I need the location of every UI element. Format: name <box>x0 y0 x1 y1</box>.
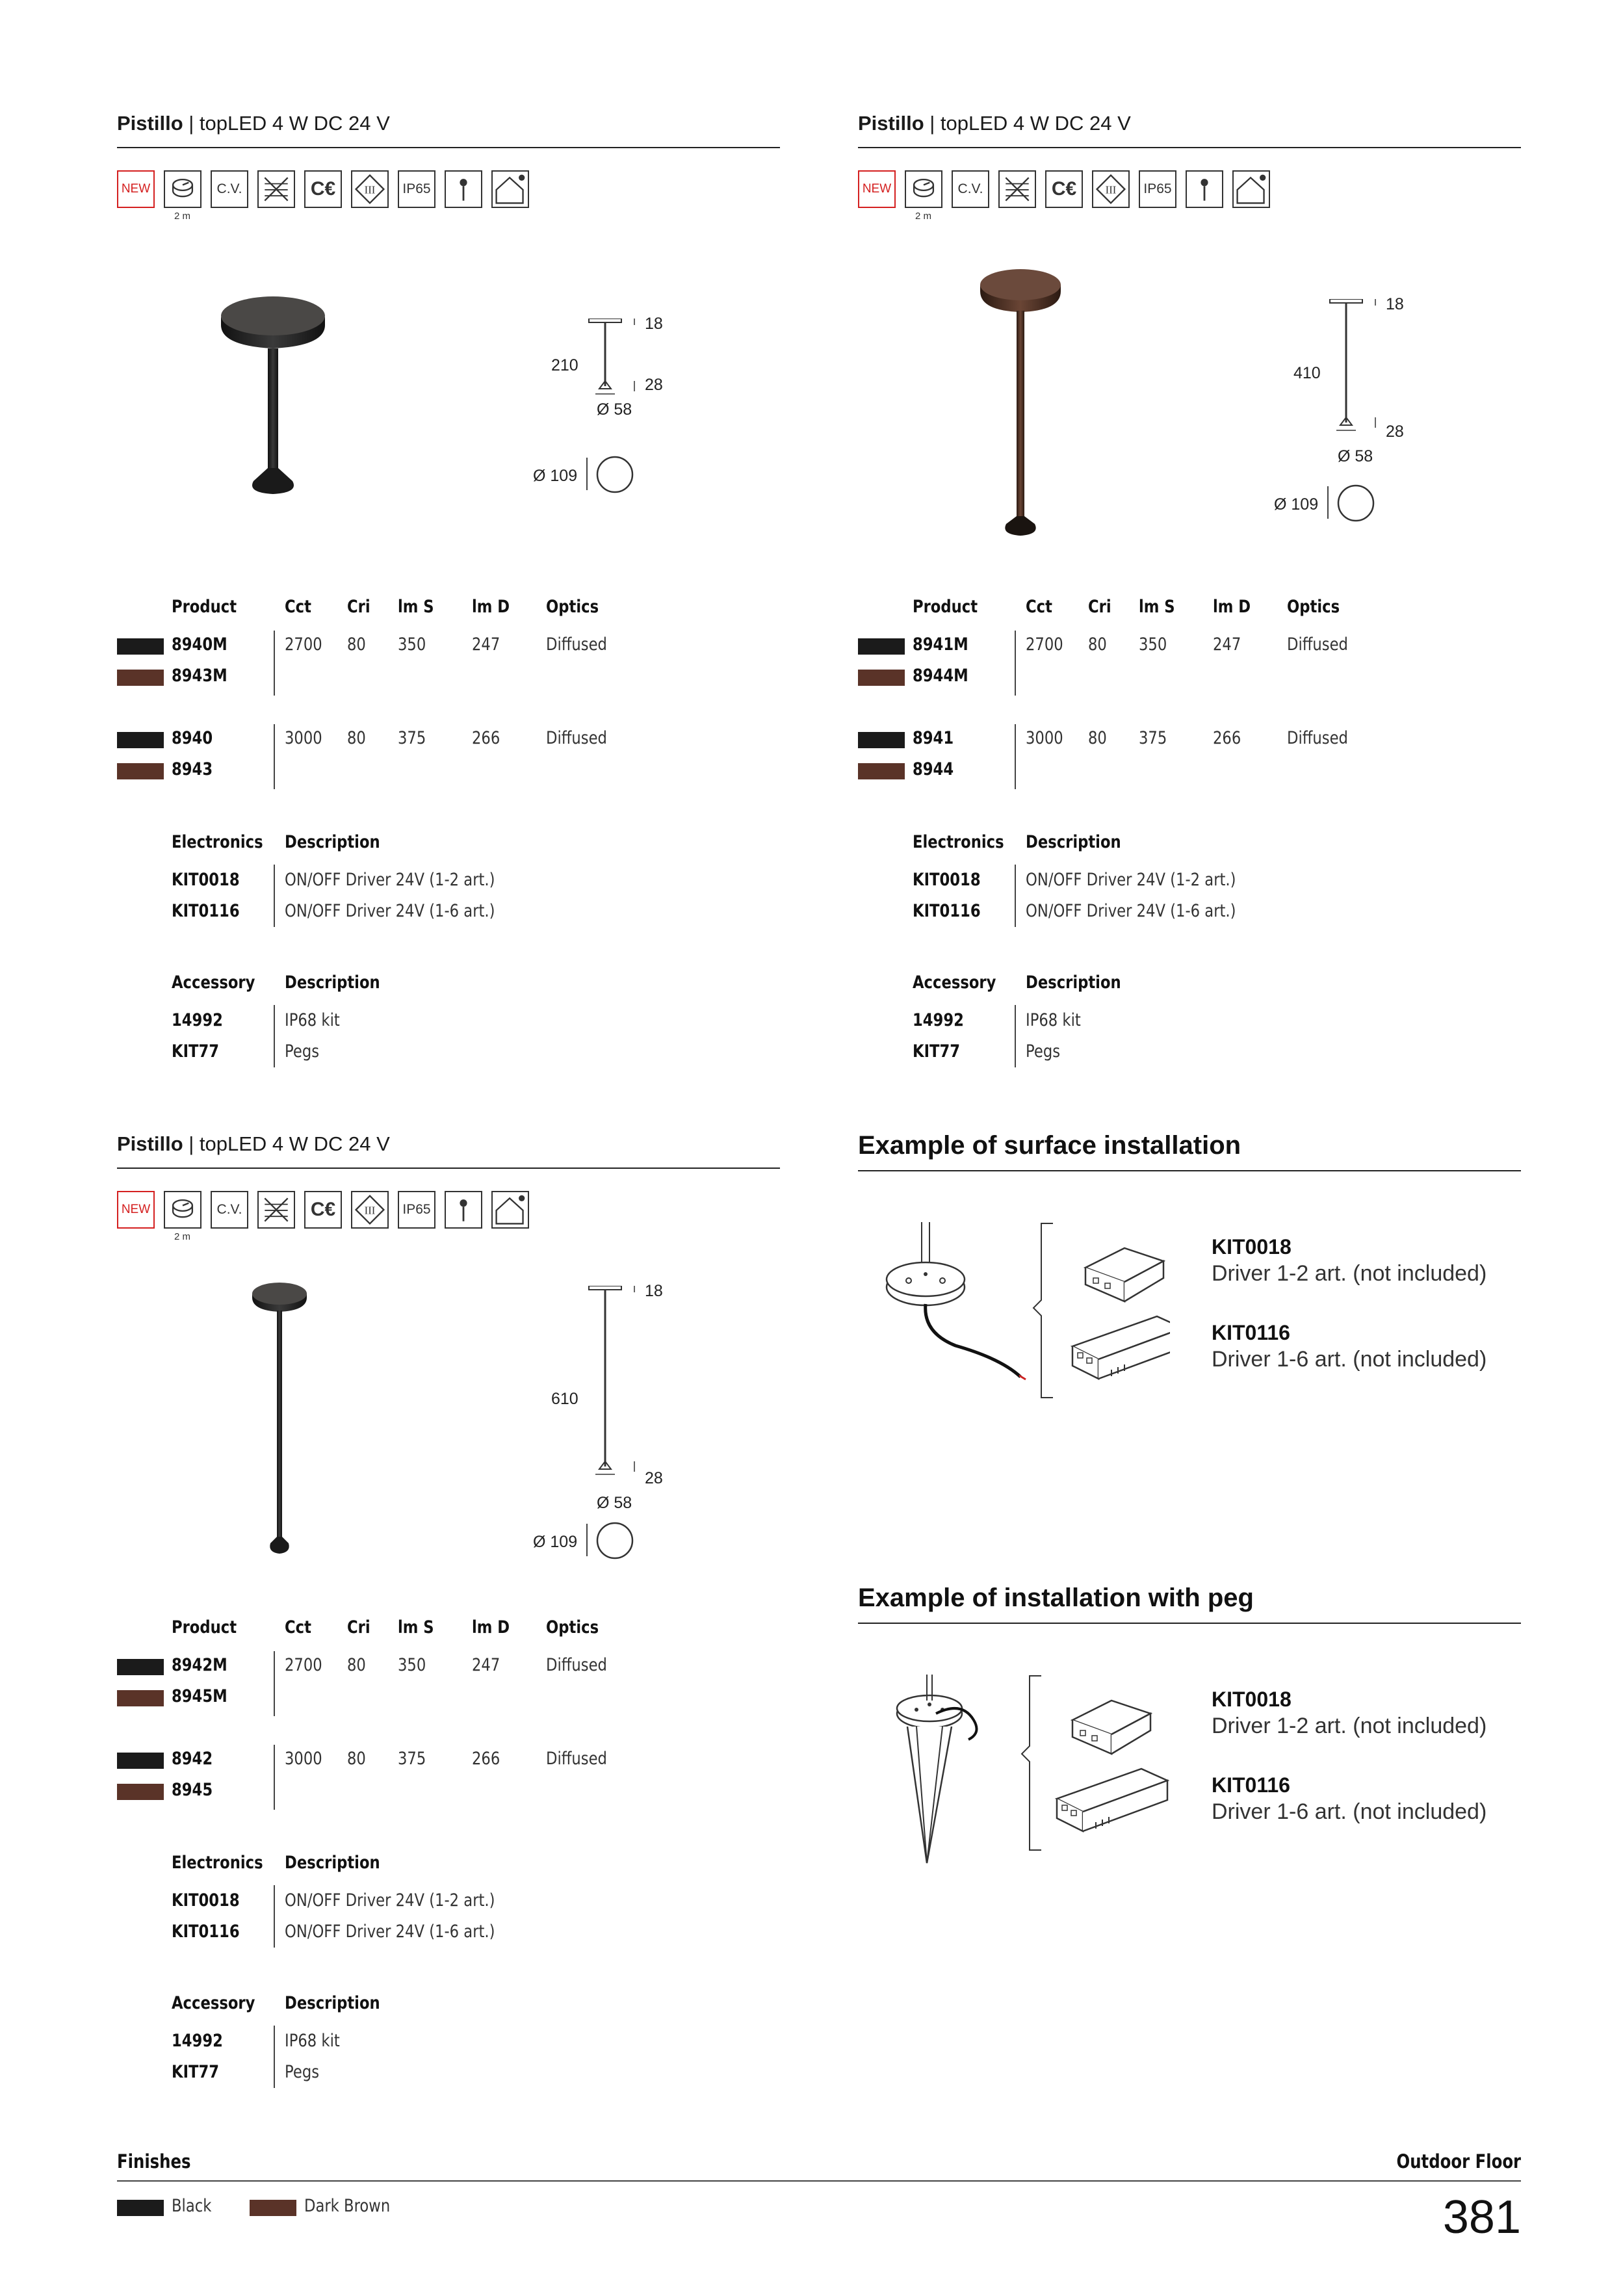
lms-value: 350 <box>1139 634 1167 655</box>
section-title: Pistillo | topLED 4 W DC 24 V <box>117 1132 390 1155</box>
product-code: 8944 <box>913 759 954 779</box>
kit-code: KIT0116 <box>1212 1773 1290 1797</box>
section-title: Pistillo | topLED 4 W DC 24 V <box>117 112 390 135</box>
plate-circle <box>595 455 634 494</box>
accessory-desc: IP68 kit <box>1026 1010 1081 1030</box>
swatch-brown <box>117 670 164 686</box>
example-peg-installation <box>858 1584 1521 1922</box>
product-code: 8945M <box>172 1686 227 1706</box>
kit-code: KIT0116 <box>1212 1321 1290 1344</box>
dimension-drawing <box>585 1286 663 1481</box>
constant-voltage-icon: C.V. <box>952 170 989 208</box>
optics-value: Diffused <box>546 728 607 748</box>
cri-value: 80 <box>347 1655 366 1675</box>
lms-value: 375 <box>1139 728 1167 748</box>
row-divider <box>1015 724 1016 789</box>
peg-install-illustration <box>890 1675 1170 1876</box>
dim-plate-diameter: Ø 109 <box>1274 495 1319 514</box>
header-cri: Cri <box>1088 597 1111 617</box>
lmd-value: 247 <box>472 634 500 655</box>
row-divider <box>1015 631 1016 696</box>
electronics-desc: ON/OFF Driver 24V (1-6 art.) <box>285 1922 495 1942</box>
kit-desc: Driver 1-6 art. (not included) <box>1212 1347 1487 1372</box>
product-code: 8943M <box>172 666 227 686</box>
header-lms: lm S <box>1139 597 1175 617</box>
lmd-value: 266 <box>1213 728 1241 748</box>
header-description: Description <box>1026 832 1121 852</box>
dim-height: 210 <box>551 356 578 374</box>
electronics-desc: ON/OFF Driver 24V (1-2 art.) <box>285 1890 495 1911</box>
dim-base-diameter: Ø 58 <box>1338 447 1373 465</box>
cable-length: 2 m <box>174 1231 191 1242</box>
header-cri: Cri <box>347 597 370 617</box>
ce-mark-icon: C€ <box>304 170 342 208</box>
header-accessory: Accessory <box>172 1993 255 2013</box>
swatch-black <box>117 1753 164 1769</box>
accessory-desc: Pegs <box>1026 1041 1061 1062</box>
accessory-code: 14992 <box>172 1010 223 1030</box>
no-insulation-icon <box>998 170 1036 208</box>
accessory-code: KIT77 <box>913 1041 961 1062</box>
row-divider <box>1015 865 1016 927</box>
product-code: 8942M <box>172 1655 227 1675</box>
accessory-desc: IP68 kit <box>285 1010 340 1030</box>
finish-name: Black <box>172 2196 212 2216</box>
accessory-code: KIT77 <box>172 2062 220 2082</box>
new-badge: NEW <box>117 170 155 208</box>
cable-length: 2 m <box>915 211 932 222</box>
example-surface-installation <box>858 1131 1521 1495</box>
kit-desc: Driver 1-2 art. (not included) <box>1212 1261 1487 1286</box>
constant-voltage-icon: C.V. <box>211 170 248 208</box>
swatch-black <box>117 732 164 748</box>
example-title: Example of installation with peg <box>858 1584 1254 1612</box>
electronics-desc: ON/OFF Driver 24V (1-2 art.) <box>285 870 495 890</box>
no-insulation-icon <box>257 170 295 208</box>
example-title: Example of surface installation <box>858 1131 1241 1160</box>
bollard-icon <box>445 1191 482 1229</box>
dimension-drawing <box>1326 299 1404 442</box>
svg-text:III: III <box>364 1204 376 1217</box>
finishes-label: Finishes <box>117 2150 191 2172</box>
cri-value: 80 <box>347 1749 366 1769</box>
dim-head: 18 <box>645 1282 663 1300</box>
lms-value: 375 <box>398 728 426 748</box>
cct-value: 2700 <box>285 1655 322 1675</box>
constant-voltage-icon: C.V. <box>211 1191 248 1229</box>
lmd-value: 247 <box>1213 634 1241 655</box>
cable-length: 2 m <box>174 211 191 222</box>
outdoor-house-icon <box>491 1191 529 1229</box>
swatch-brown <box>117 763 164 779</box>
header-optics: Optics <box>1287 597 1340 617</box>
cable-icon <box>164 1191 201 1229</box>
header-lmd: lm D <box>472 597 510 617</box>
dim-plate-diameter: Ø 109 <box>533 467 578 485</box>
product-code: 8941M <box>913 634 968 655</box>
ip-rating-icon: IP65 <box>1139 170 1176 208</box>
lamp-image <box>214 286 331 507</box>
kit-desc: Driver 1-6 art. (not included) <box>1212 1799 1487 1824</box>
electronics-desc: ON/OFF Driver 24V (1-2 art.) <box>1026 870 1236 890</box>
page-number: 381 <box>1442 2191 1521 2243</box>
header-lms: lm S <box>398 1617 434 1637</box>
header-optics: Optics <box>546 1617 599 1637</box>
dim-height: 410 <box>1293 364 1321 382</box>
bollard-icon <box>445 170 482 208</box>
electronics-desc: ON/OFF Driver 24V (1-6 art.) <box>1026 901 1236 921</box>
certification-icons <box>858 170 1313 222</box>
cct-value: 2700 <box>285 634 322 655</box>
class-three-icon <box>1092 170 1130 208</box>
swatch-black <box>117 1659 164 1675</box>
header-description: Description <box>1026 972 1121 993</box>
ce-mark-icon: C€ <box>304 1191 342 1229</box>
row-divider <box>1015 1005 1016 1067</box>
electronics-code: KIT0116 <box>172 1922 240 1942</box>
cri-value: 80 <box>1088 634 1107 655</box>
category-label: Outdoor Floor <box>1396 2150 1521 2172</box>
header-electronics: Electronics <box>913 832 1004 852</box>
lms-value: 350 <box>398 1655 426 1675</box>
dim-base: 28 <box>1386 423 1404 441</box>
optics-value: Diffused <box>546 634 607 655</box>
row-divider <box>274 2026 275 2088</box>
new-badge: NEW <box>858 170 896 208</box>
header-cct: Cct <box>285 597 311 617</box>
lms-value: 350 <box>398 634 426 655</box>
row-divider <box>274 1745 275 1810</box>
row-divider <box>274 1885 275 1948</box>
header-accessory: Accessory <box>172 972 255 993</box>
cct-value: 3000 <box>1026 728 1063 748</box>
dim-head: 18 <box>645 315 663 333</box>
product-code: 8943 <box>172 759 213 779</box>
electronics-code: KIT0116 <box>172 901 240 921</box>
row-divider <box>274 865 275 927</box>
title-rule <box>858 1623 1521 1624</box>
finish-name: Dark Brown <box>304 2196 391 2216</box>
row-divider <box>274 631 275 696</box>
finish-swatch-black <box>117 2200 164 2216</box>
accessory-desc: Pegs <box>285 2062 320 2082</box>
swatch-brown <box>117 1784 164 1800</box>
electronics-code: KIT0018 <box>172 870 240 890</box>
header-optics: Optics <box>546 597 599 617</box>
header-product: Product <box>172 597 237 617</box>
swatch-black <box>858 732 905 748</box>
header-cct: Cct <box>285 1617 311 1637</box>
cable-icon <box>164 170 201 208</box>
ip-rating-icon: IP65 <box>398 170 435 208</box>
header-product: Product <box>172 1617 237 1637</box>
accessory-desc: Pegs <box>285 1041 320 1062</box>
header-accessory: Accessory <box>913 972 996 993</box>
dim-divider <box>586 1524 588 1556</box>
header-description: Description <box>285 1993 380 2013</box>
class-three-icon <box>351 170 389 208</box>
header-description: Description <box>285 832 380 852</box>
plate-circle <box>595 1521 634 1560</box>
title-rule <box>858 1170 1521 1171</box>
section-title: Pistillo | topLED 4 W DC 24 V <box>858 112 1131 135</box>
class-three-icon <box>351 1191 389 1229</box>
outdoor-house-icon <box>491 170 529 208</box>
header-lms: lm S <box>398 597 434 617</box>
dim-divider <box>1327 486 1329 519</box>
dim-base-diameter: Ø 58 <box>597 1494 632 1512</box>
dim-base-diameter: Ø 58 <box>597 400 632 419</box>
swatch-black <box>858 638 905 655</box>
product-section-3 <box>117 1131 780 2100</box>
lmd-value: 266 <box>472 1749 500 1769</box>
lmd-value: 247 <box>472 1655 500 1675</box>
outdoor-house-icon <box>1232 170 1270 208</box>
kit-code: KIT0018 <box>1212 1235 1292 1259</box>
kit-code: KIT0018 <box>1212 1688 1292 1711</box>
certification-icons <box>117 170 572 222</box>
optics-value: Diffused <box>546 1749 607 1769</box>
electronics-code: KIT0018 <box>172 1890 240 1911</box>
row-divider <box>274 1651 275 1716</box>
swatch-black <box>117 638 164 655</box>
cct-value: 3000 <box>285 728 322 748</box>
dim-height: 610 <box>551 1390 578 1408</box>
new-badge: NEW <box>117 1191 155 1229</box>
header-lmd: lm D <box>472 1617 510 1637</box>
electronics-desc: ON/OFF Driver 24V (1-6 art.) <box>285 901 495 921</box>
product-code: 8944M <box>913 666 968 686</box>
product-section-1 <box>117 111 780 1079</box>
header-description: Description <box>285 972 380 993</box>
swatch-brown <box>858 670 905 686</box>
product-code: 8942 <box>172 1749 213 1769</box>
plate-circle <box>1336 484 1375 523</box>
swatch-brown <box>117 1690 164 1706</box>
optics-value: Diffused <box>1287 634 1348 655</box>
accessory-desc: IP68 kit <box>285 2031 340 2051</box>
cable-icon <box>905 170 942 208</box>
lamp-image <box>975 261 1066 541</box>
cri-value: 80 <box>347 728 366 748</box>
title-rule <box>858 147 1521 148</box>
dim-base: 28 <box>645 376 663 394</box>
dim-divider <box>586 458 588 490</box>
cct-value: 2700 <box>1026 634 1063 655</box>
lamp-image <box>247 1278 312 1564</box>
header-electronics: Electronics <box>172 832 263 852</box>
accessory-code: KIT77 <box>172 1041 220 1062</box>
product-code: 8945 <box>172 1780 213 1800</box>
lmd-value: 266 <box>472 728 500 748</box>
header-cri: Cri <box>347 1617 370 1637</box>
ce-mark-icon: C€ <box>1045 170 1083 208</box>
accessory-code: 14992 <box>172 2031 223 2051</box>
dim-base: 28 <box>645 1469 663 1487</box>
header-electronics: Electronics <box>172 1853 263 1873</box>
electronics-code: KIT0018 <box>913 870 981 890</box>
cri-value: 80 <box>347 634 366 655</box>
accessory-code: 14992 <box>913 1010 964 1030</box>
title-rule <box>117 147 780 148</box>
finish-swatch-dark-brown <box>250 2200 296 2216</box>
cct-value: 3000 <box>285 1749 322 1769</box>
product-code: 8940M <box>172 634 227 655</box>
header-cct: Cct <box>1026 597 1052 617</box>
electronics-code: KIT0116 <box>913 901 981 921</box>
footer-rule <box>117 2180 1521 2182</box>
product-section-2 <box>858 111 1521 1079</box>
header-product: Product <box>913 597 978 617</box>
optics-value: Diffused <box>1287 728 1348 748</box>
title-rule <box>117 1168 780 1169</box>
product-code: 8941 <box>913 728 954 748</box>
dim-head: 18 <box>1386 295 1404 313</box>
optics-value: Diffused <box>546 1655 607 1675</box>
row-divider <box>274 1005 275 1067</box>
no-insulation-icon <box>257 1191 295 1229</box>
header-description: Description <box>285 1853 380 1873</box>
ip-rating-icon: IP65 <box>398 1191 435 1229</box>
product-code: 8940 <box>172 728 213 748</box>
lms-value: 375 <box>398 1749 426 1769</box>
svg-text:III: III <box>364 183 376 196</box>
swatch-brown <box>858 763 905 779</box>
svg-text:III: III <box>1105 183 1117 196</box>
dim-plate-diameter: Ø 109 <box>533 1533 578 1551</box>
bollard-icon <box>1186 170 1223 208</box>
cri-value: 80 <box>1088 728 1107 748</box>
header-lmd: lm D <box>1213 597 1251 617</box>
kit-desc: Driver 1-2 art. (not included) <box>1212 1714 1487 1738</box>
row-divider <box>274 724 275 789</box>
certification-icons <box>117 1191 572 1243</box>
surface-install-illustration <box>877 1222 1170 1417</box>
